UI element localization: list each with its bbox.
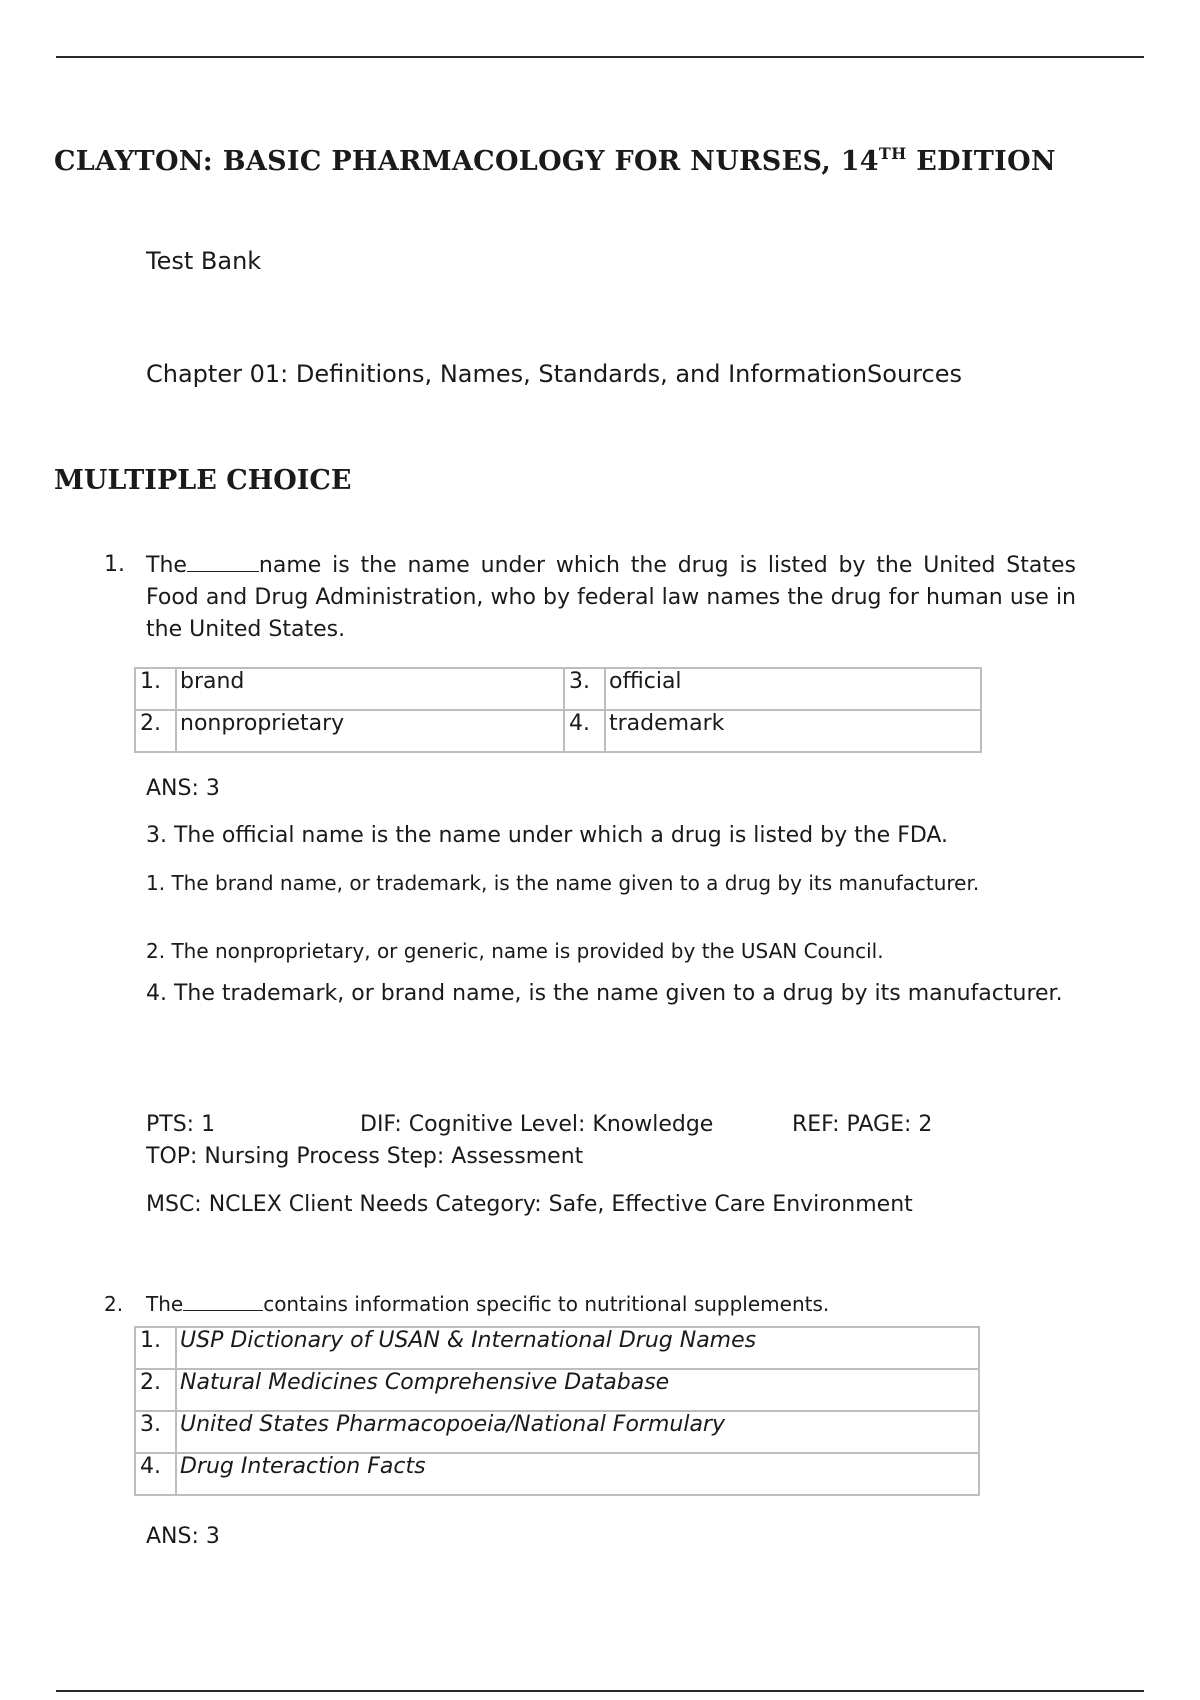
rationale-distractor: 2. The nonproprietary, or generic, name is provided by the USAN Council. — [146, 939, 884, 963]
option-text: official — [605, 668, 981, 710]
option-number: 1. — [135, 668, 176, 710]
chapter-title: Chapter 01: Definitions, Names, Standards, and InformationSources — [146, 360, 962, 388]
question-text: The contains information specific to nutritional supplements. — [146, 1292, 830, 1316]
question-number: 2. — [104, 1292, 124, 1316]
bottom-rule — [56, 1690, 1144, 1692]
option-text: USP Dictionary of USAN & International Drug Names — [176, 1327, 979, 1369]
table-row — [135, 1411, 979, 1453]
question-number: 1. — [104, 552, 125, 577]
top-rule — [56, 56, 1144, 58]
answer-key: ANS: 3 — [146, 776, 220, 801]
option-text: nonproprietary — [176, 710, 564, 752]
rationale-distractor: 1. The brand name, or trademark, is the name given to a drug by its manufacturer. — [146, 871, 980, 895]
subtitle: Test Bank — [146, 247, 262, 275]
book-title: CLAYTON: BASIC PHARMACOLOGY FOR NURSES, 14TH EDITION — [54, 144, 1056, 177]
difficulty: DIF: Cognitive Level: Knowledge — [360, 1112, 714, 1137]
msc: MSC: NCLEX Client Needs Category: Safe, Effective Care Environment — [146, 1192, 913, 1217]
points: PTS: 1 — [146, 1112, 216, 1137]
option-number: 4. — [564, 710, 605, 752]
topic: TOP: Nursing Process Step: Assessment — [146, 1144, 584, 1169]
options-table — [134, 667, 982, 753]
option-text: trademark — [605, 710, 981, 752]
table-row — [135, 710, 981, 752]
answer-key: ANS: 3 — [146, 1524, 220, 1549]
option-text: Drug Interaction Facts — [176, 1453, 979, 1495]
option-number: 3. — [564, 668, 605, 710]
question-text: The name is the name under which the drug is listed by the United States Food and Drug Administration, who by federal law names the drug for human use in the United States. — [146, 553, 1076, 642]
section-heading: MULTIPLE CHOICE — [54, 465, 352, 496]
reference: REF: PAGE: 2 — [792, 1112, 933, 1137]
answer-blank — [187, 551, 259, 572]
table-row — [135, 668, 981, 710]
option-number: 2. — [135, 1369, 176, 1411]
option-number: 2. — [135, 710, 176, 752]
option-text: Natural Medicines Comprehensive Database — [176, 1369, 979, 1411]
option-text: brand — [176, 668, 564, 710]
option-number: 1. — [135, 1327, 176, 1369]
rationale-distractor: 4. The trademark, or brand name, is the name given to a drug by its manufacturer. — [146, 981, 1063, 1006]
rationale-correct: 3. The official name is the name under which a drug is listed by the FDA. — [146, 823, 949, 848]
option-number: 4. — [135, 1453, 176, 1495]
table-row — [135, 1369, 979, 1411]
option-number: 3. — [135, 1411, 176, 1453]
option-text: United States Pharmacopoeia/National Formulary — [176, 1411, 979, 1453]
answer-blank — [183, 1292, 263, 1311]
table-row — [135, 1327, 979, 1369]
options-table — [134, 1326, 980, 1496]
table-row — [135, 1453, 979, 1495]
